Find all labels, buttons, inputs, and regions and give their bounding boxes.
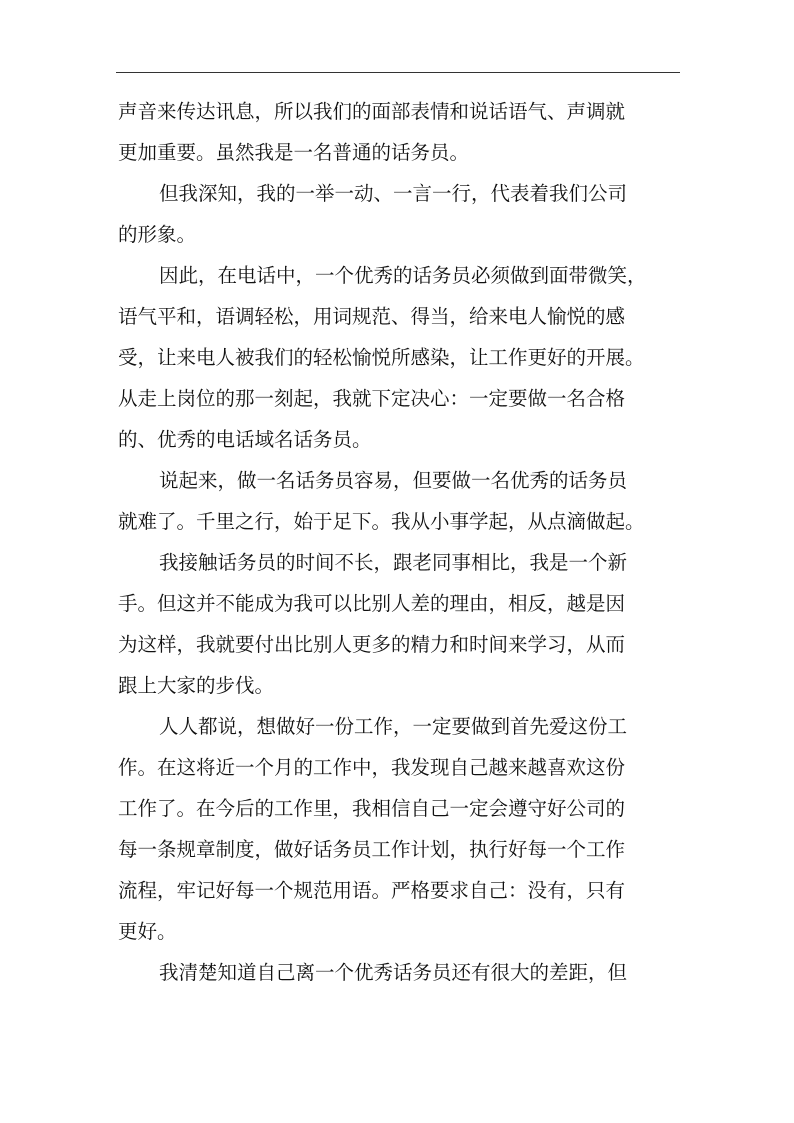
text-line: 更加重要。虽然我是一名普通的话务员。 <box>118 141 470 164</box>
text-line: 更好。 <box>118 920 177 943</box>
text-line: 的形象。 <box>118 223 197 246</box>
text-line: 的、优秀的电话域名话务员。 <box>118 428 372 451</box>
header-rule <box>116 72 680 73</box>
text-line: 就难了。千里之行，始于足下。我从小事学起，从点滴做起。 <box>118 510 645 533</box>
text-line: 语气平和，语调轻松，用词规范、得当，给来电人愉悦的感 <box>118 305 626 328</box>
text-line: 从走上岗位的那一刻起，我就下定决心：一定要做一名合格 <box>118 387 626 410</box>
text-line: 为这样，我就要付出比别人更多的精力和时间来学习，从而 <box>118 633 626 656</box>
text-line: 工作了。在今后的工作里，我相信自己一定会遵守好公司的 <box>118 797 626 820</box>
text-line: 声音来传达讯息，所以我们的面部表情和说话语气、声调就 <box>118 100 626 123</box>
text-line: 我接触话务员的时间不长，跟老同事相比，我是一个新 <box>159 551 628 574</box>
text-line: 人人都说，想做好一份工作，一定要做到首先爱这份工 <box>159 715 628 738</box>
text-line: 跟上大家的步伐。 <box>118 674 275 697</box>
text-line: 流程，牢记好每一个规范用语。严格要求自己：没有，只有 <box>118 879 626 902</box>
text-line: 但我深知，我的一举一动、一言一行，代表着我们公司 <box>159 182 628 205</box>
text-line: 受，让来电人被我们的轻松愉悦所感染，让工作更好的开展。 <box>118 346 645 369</box>
document-body <box>118 91 688 993</box>
text-line: 每一条规章制度，做好话务员工作计划，执行好每一个工作 <box>118 838 626 861</box>
text-line: 手。但这并不能成为我可以比别人差的理由，相反，越是因 <box>118 592 626 615</box>
text-line: 说起来，做一名话务员容易，但要做一名优秀的话务员 <box>159 469 628 492</box>
text-line: 作。在这将近一个月的工作中，我发现自己越来越喜欢这份 <box>118 756 626 779</box>
text-line: 我清楚知道自己离一个优秀话务员还有很大的差距，但 <box>159 961 628 984</box>
text-line: 因此，在电话中，一个优秀的话务员必须做到面带微笑， <box>159 264 647 287</box>
